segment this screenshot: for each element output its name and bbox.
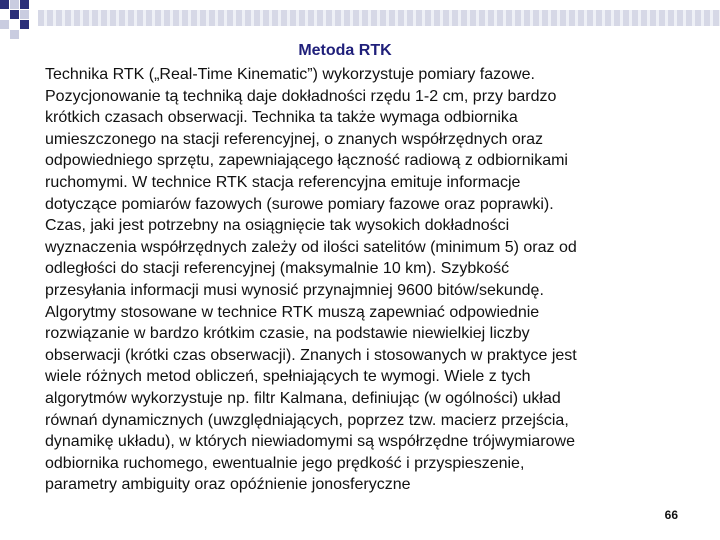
- slide-body-text: Technika RTK („Real-Time Kinematic”) wykorzystuje pomiary fazowe. Pozycjonowanie tą techniką daje dokładności rzędu 1-2 cm, przy bardzo krótkich czasach obserwacji. Technika ta także wymaga odbiornika umieszczonego na stacji referencyjnej, o znanych współrzędnych oraz odpowiedniego sprzętu, zapewniającego łączność radiową z odbiornikami ruchomymi. W technice RTK stacja referencyjna emituje informacje dotyczące pomiarów fazowych (surowe pomiary fazowe oraz poprawki). Czas, jaki jest potrzebny na osiągnięcie tak wysokich dokładności wyznaczenia współrzędnych zależy od ilości satelitów (minimum 5) oraz od odległości do stacji referencyjnej (maksymalnie 10 km). Szybkość przesyłania informacji musi wynosić przynajmniej 9600 bitów/sekundę. Algorytmy stosowane w technice RTK muszą zapewniać odpowiednie rozwiązanie w bardzo krótkim czasie, na podstawie niewielkiej liczby obserwacji (krótki czas obserwacji). Znanych i stosowanych w praktyce jest wiele różnych metod obliczeń, spełniających te wymogi. Wiele z tych algorytmów wykorzystuje np. filtr Kalmana, definiując (w ogólności) układ równań dynamicznych (uwzględniających, poprzez tzw. macierz przejścia, dynamikę układu), w których niewiadomymi są współrzędne trójwymiarowe odbiornika ruchomego, ewentualnie jego prędkość i przyspieszenie, parametry ambiguity oraz opóźnienie jonosferyczne: [45, 66, 577, 494]
- header-stripe: [38, 10, 720, 26]
- decor-square-light: [10, 30, 19, 39]
- decor-square-dark: [0, 0, 9, 9]
- decor-square-dark: [10, 10, 19, 19]
- decor-square-light: [0, 20, 9, 29]
- decor-square-light: [10, 0, 19, 9]
- decor-square-light: [20, 10, 29, 19]
- decor-square-dark: [20, 0, 29, 9]
- slide-title: Metoda RTK: [298, 42, 392, 59]
- page-number: 66: [664, 508, 678, 522]
- decor-square-dark: [20, 20, 29, 29]
